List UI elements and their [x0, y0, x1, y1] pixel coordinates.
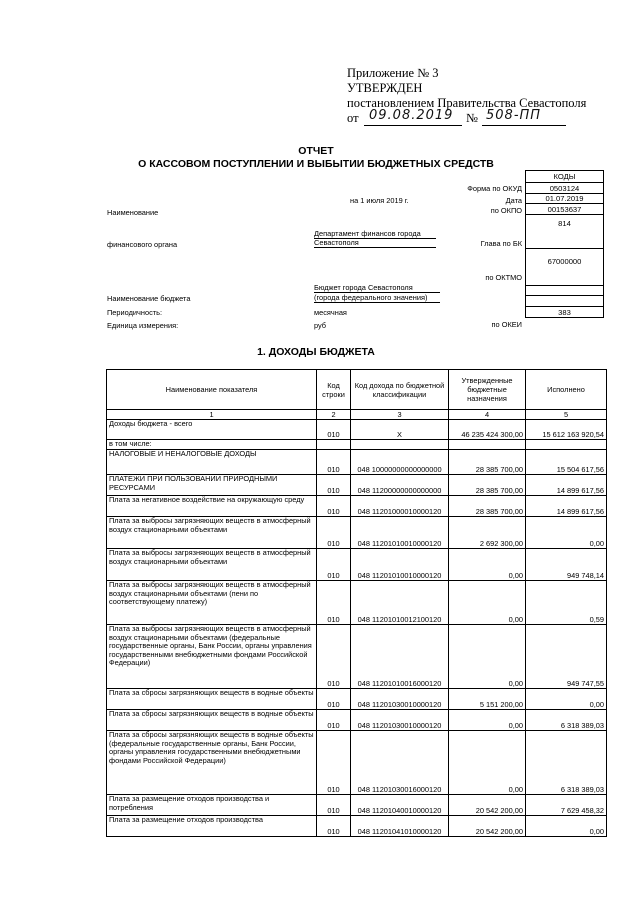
row-approved: 28 385 700,00: [449, 496, 526, 517]
row-income-code: 048 11201000010000120: [351, 496, 449, 517]
name-label: Наименование: [107, 208, 159, 217]
row-income-code: X: [351, 420, 449, 440]
col-number: 3: [351, 410, 449, 420]
row-line-code: 010: [317, 549, 351, 581]
okpo-value: 00153637: [526, 203, 603, 214]
row-line-code: 010: [317, 816, 351, 837]
appendix-from-label: от: [347, 111, 359, 125]
row-line-code: 010: [317, 450, 351, 475]
period-label: Периодичность:: [107, 308, 163, 317]
row-line-code: 010: [317, 731, 351, 795]
row-income-code: 048 11201010010000120: [351, 517, 449, 549]
date-underline: [364, 125, 462, 126]
row-line-code: 010: [317, 689, 351, 710]
codes-empty-2: [526, 295, 603, 306]
row-name: Плата за сбросы загрязняющих веществ в водные объекты: [107, 710, 317, 731]
number-underline: [482, 125, 566, 126]
appendix-line-3: постановлением Правительства Севастополя: [347, 96, 587, 110]
period-value: месячная: [314, 308, 347, 317]
row-income-code: 048 11201010010000120: [351, 549, 449, 581]
row-executed: 15 504 617,56: [526, 450, 607, 475]
row-executed: 6 318 389,03: [526, 710, 607, 731]
row-approved: 2 692 300,00: [449, 517, 526, 549]
row-executed: 14 899 617,56: [526, 496, 607, 517]
table-row: [107, 496, 607, 517]
table-row: [107, 440, 607, 450]
oktmo-label: по ОКТМО: [485, 273, 522, 282]
approval-date-handwritten: 09.08.2019: [369, 108, 454, 123]
row-income-code: 048 10000000000000000: [351, 450, 449, 475]
table-row: [107, 816, 607, 837]
date-value: 01.07.2019: [526, 193, 603, 203]
header-approved: Утвержденные бюджетные назначения: [449, 370, 526, 410]
row-line-code: 010: [317, 625, 351, 689]
row-approved: 28 385 700,00: [449, 475, 526, 496]
row-line-code: 010: [317, 475, 351, 496]
row-approved: 5 151 200,00: [449, 689, 526, 710]
row-income-code: 048 11201030016000120: [351, 731, 449, 795]
row-name: Плата за сбросы загрязняющих веществ в водные объекты: [107, 689, 317, 710]
budget-line-1: Бюджет города Севастополя: [314, 283, 440, 293]
row-line-code: 010: [317, 581, 351, 625]
report-date: на 1 июля 2019 г.: [350, 196, 409, 205]
oktmo-value: 67000000: [526, 248, 603, 285]
header-income-code: Код дохода по бюджетной классификации: [351, 370, 449, 410]
table-row: [107, 450, 607, 475]
table-row: [107, 420, 607, 440]
row-name: Плата за размещение отходов производства и потребления: [107, 795, 317, 816]
row-executed: 6 318 389,03: [526, 731, 607, 795]
row-executed: 0,59: [526, 581, 607, 625]
row-name: ПЛАТЕЖИ ПРИ ПОЛЬЗОВАНИИ ПРИРОДНЫМИ РЕСУРСАМИ: [107, 475, 317, 496]
table-row: [107, 475, 607, 496]
row-name: Плата за негативное воздействие на окружающую среду: [107, 496, 317, 517]
row-approved: 20 542 200,00: [449, 816, 526, 837]
row-executed: 15 612 163 920,54: [526, 420, 607, 440]
fin-org-line-1: Департамент финансов города: [314, 229, 436, 239]
row-executed: 7 629 458,32: [526, 795, 607, 816]
row-executed: 949 748,14: [526, 549, 607, 581]
codes-box: [525, 170, 604, 318]
row-approved: 0,00: [449, 731, 526, 795]
row-line-code: 010: [317, 710, 351, 731]
unit-value: руб: [314, 321, 327, 330]
table-row: [107, 517, 607, 549]
row-approved: [449, 440, 526, 450]
row-name: Плата за выбросы загрязняющих веществ в атмосферный воздух стационарными объектами (пени по соответствующему платежу): [107, 581, 317, 625]
appendix-line-2: УТВЕРЖДЕН: [347, 81, 423, 95]
row-approved: 0,00: [449, 625, 526, 689]
row-approved: 0,00: [449, 549, 526, 581]
row-name: Плата за сбросы загрязняющих веществ в водные объекты (федеральные государственные органы, Банк России, органы управления государственными внебюджетными фондами Российской Федерации): [107, 731, 317, 795]
row-name: Плата за размещение отходов производства: [107, 816, 317, 837]
report-subtitle: О КАССОВОМ ПОСТУПЛЕНИИ И ВЫБЫТИИ БЮДЖЕТНЫХ СРЕДСТВ: [138, 158, 494, 170]
table-row: [107, 549, 607, 581]
row-approved: 20 542 200,00: [449, 795, 526, 816]
row-line-code: [317, 440, 351, 450]
row-executed: 14 899 617,56: [526, 475, 607, 496]
unit-label: Единица измерения:: [107, 321, 179, 330]
row-executed: 0,00: [526, 517, 607, 549]
row-income-code: 048 11201010012100120: [351, 581, 449, 625]
table-row: [107, 689, 607, 710]
header-executed: Исполнено: [526, 370, 607, 410]
row-name: Плата за выбросы загрязняющих веществ в атмосферный воздух стационарными объектами (федеральные государственные органы, Банк России, органы управления государственными внебюджетными фондами Российской Федерации): [107, 625, 317, 689]
row-income-code: 048 11201040010000120: [351, 795, 449, 816]
table-row: [107, 731, 607, 795]
row-income-code: 048 11201010016000120: [351, 625, 449, 689]
row-approved: 46 235 424 300,00: [449, 420, 526, 440]
row-line-code: 010: [317, 795, 351, 816]
header-indicator-name: Наименование показателя: [107, 370, 317, 410]
budget-line-2: (города федерального значения): [314, 293, 440, 303]
col-number: 4: [449, 410, 526, 420]
row-name: Плата за выбросы загрязняющих веществ в атмосферный воздух стационарными объектами: [107, 549, 317, 581]
row-name: в том числе:: [107, 440, 317, 450]
row-executed: [526, 440, 607, 450]
col-number: 5: [526, 410, 607, 420]
okpo-label: по ОКПО: [490, 206, 522, 215]
row-executed: 0,00: [526, 816, 607, 837]
row-line-code: 010: [317, 420, 351, 440]
row-income-code: [351, 440, 449, 450]
row-income-code: 048 11201030010000120: [351, 710, 449, 731]
okud-label: Форма по ОКУД: [467, 184, 522, 193]
col-number: 2: [317, 410, 351, 420]
income-table: [106, 369, 607, 837]
row-name: НАЛОГОВЫЕ И НЕНАЛОГОВЫЕ ДОХОДЫ: [107, 450, 317, 475]
row-approved: 28 385 700,00: [449, 450, 526, 475]
row-income-code: 048 11201030010000120: [351, 689, 449, 710]
okud-value: 0503124: [526, 182, 603, 193]
budget-label: Наименование бюджета: [107, 294, 191, 303]
table-row: [107, 710, 607, 731]
table-row: [107, 581, 607, 625]
report-title: ОТЧЕТ: [298, 145, 334, 157]
bk-label: Глава по БК: [480, 239, 522, 248]
okei-value: 383: [526, 306, 603, 317]
table-row: [107, 795, 607, 816]
row-name: Доходы бюджета - всего: [107, 420, 317, 440]
row-approved: 0,00: [449, 710, 526, 731]
table-row: [107, 625, 607, 689]
header-line-code: Код строки: [317, 370, 351, 410]
row-name: Плата за выбросы загрязняющих веществ в атмосферный воздух стационарными объектами: [107, 517, 317, 549]
row-approved: 0,00: [449, 581, 526, 625]
row-executed: 0,00: [526, 689, 607, 710]
okei-label: по ОКЕИ: [491, 320, 522, 329]
row-line-code: 010: [317, 517, 351, 549]
column-number-row: [107, 410, 607, 420]
row-income-code: 048 11201041010000120: [351, 816, 449, 837]
row-income-code: 048 11200000000000000: [351, 475, 449, 496]
approval-number-handwritten: 508-ПП: [486, 108, 542, 123]
row-executed: 949 747,55: [526, 625, 607, 689]
appendix-num-label: №: [466, 111, 478, 125]
col-number: 1: [107, 410, 317, 420]
codes-header: КОДЫ: [553, 172, 576, 181]
codes-empty-1: [526, 285, 603, 295]
section-title: 1. ДОХОДЫ БЮДЖЕТА: [257, 346, 375, 358]
row-line-code: 010: [317, 496, 351, 517]
appendix-line-1: Приложение № 3: [347, 66, 439, 80]
bk-value: 814: [526, 214, 603, 248]
date-label: Дата: [505, 196, 522, 205]
fin-org-line-2: Севастополя: [314, 238, 436, 248]
fin-org-label: финансового органа: [107, 240, 178, 249]
table-header-row: [107, 370, 607, 410]
